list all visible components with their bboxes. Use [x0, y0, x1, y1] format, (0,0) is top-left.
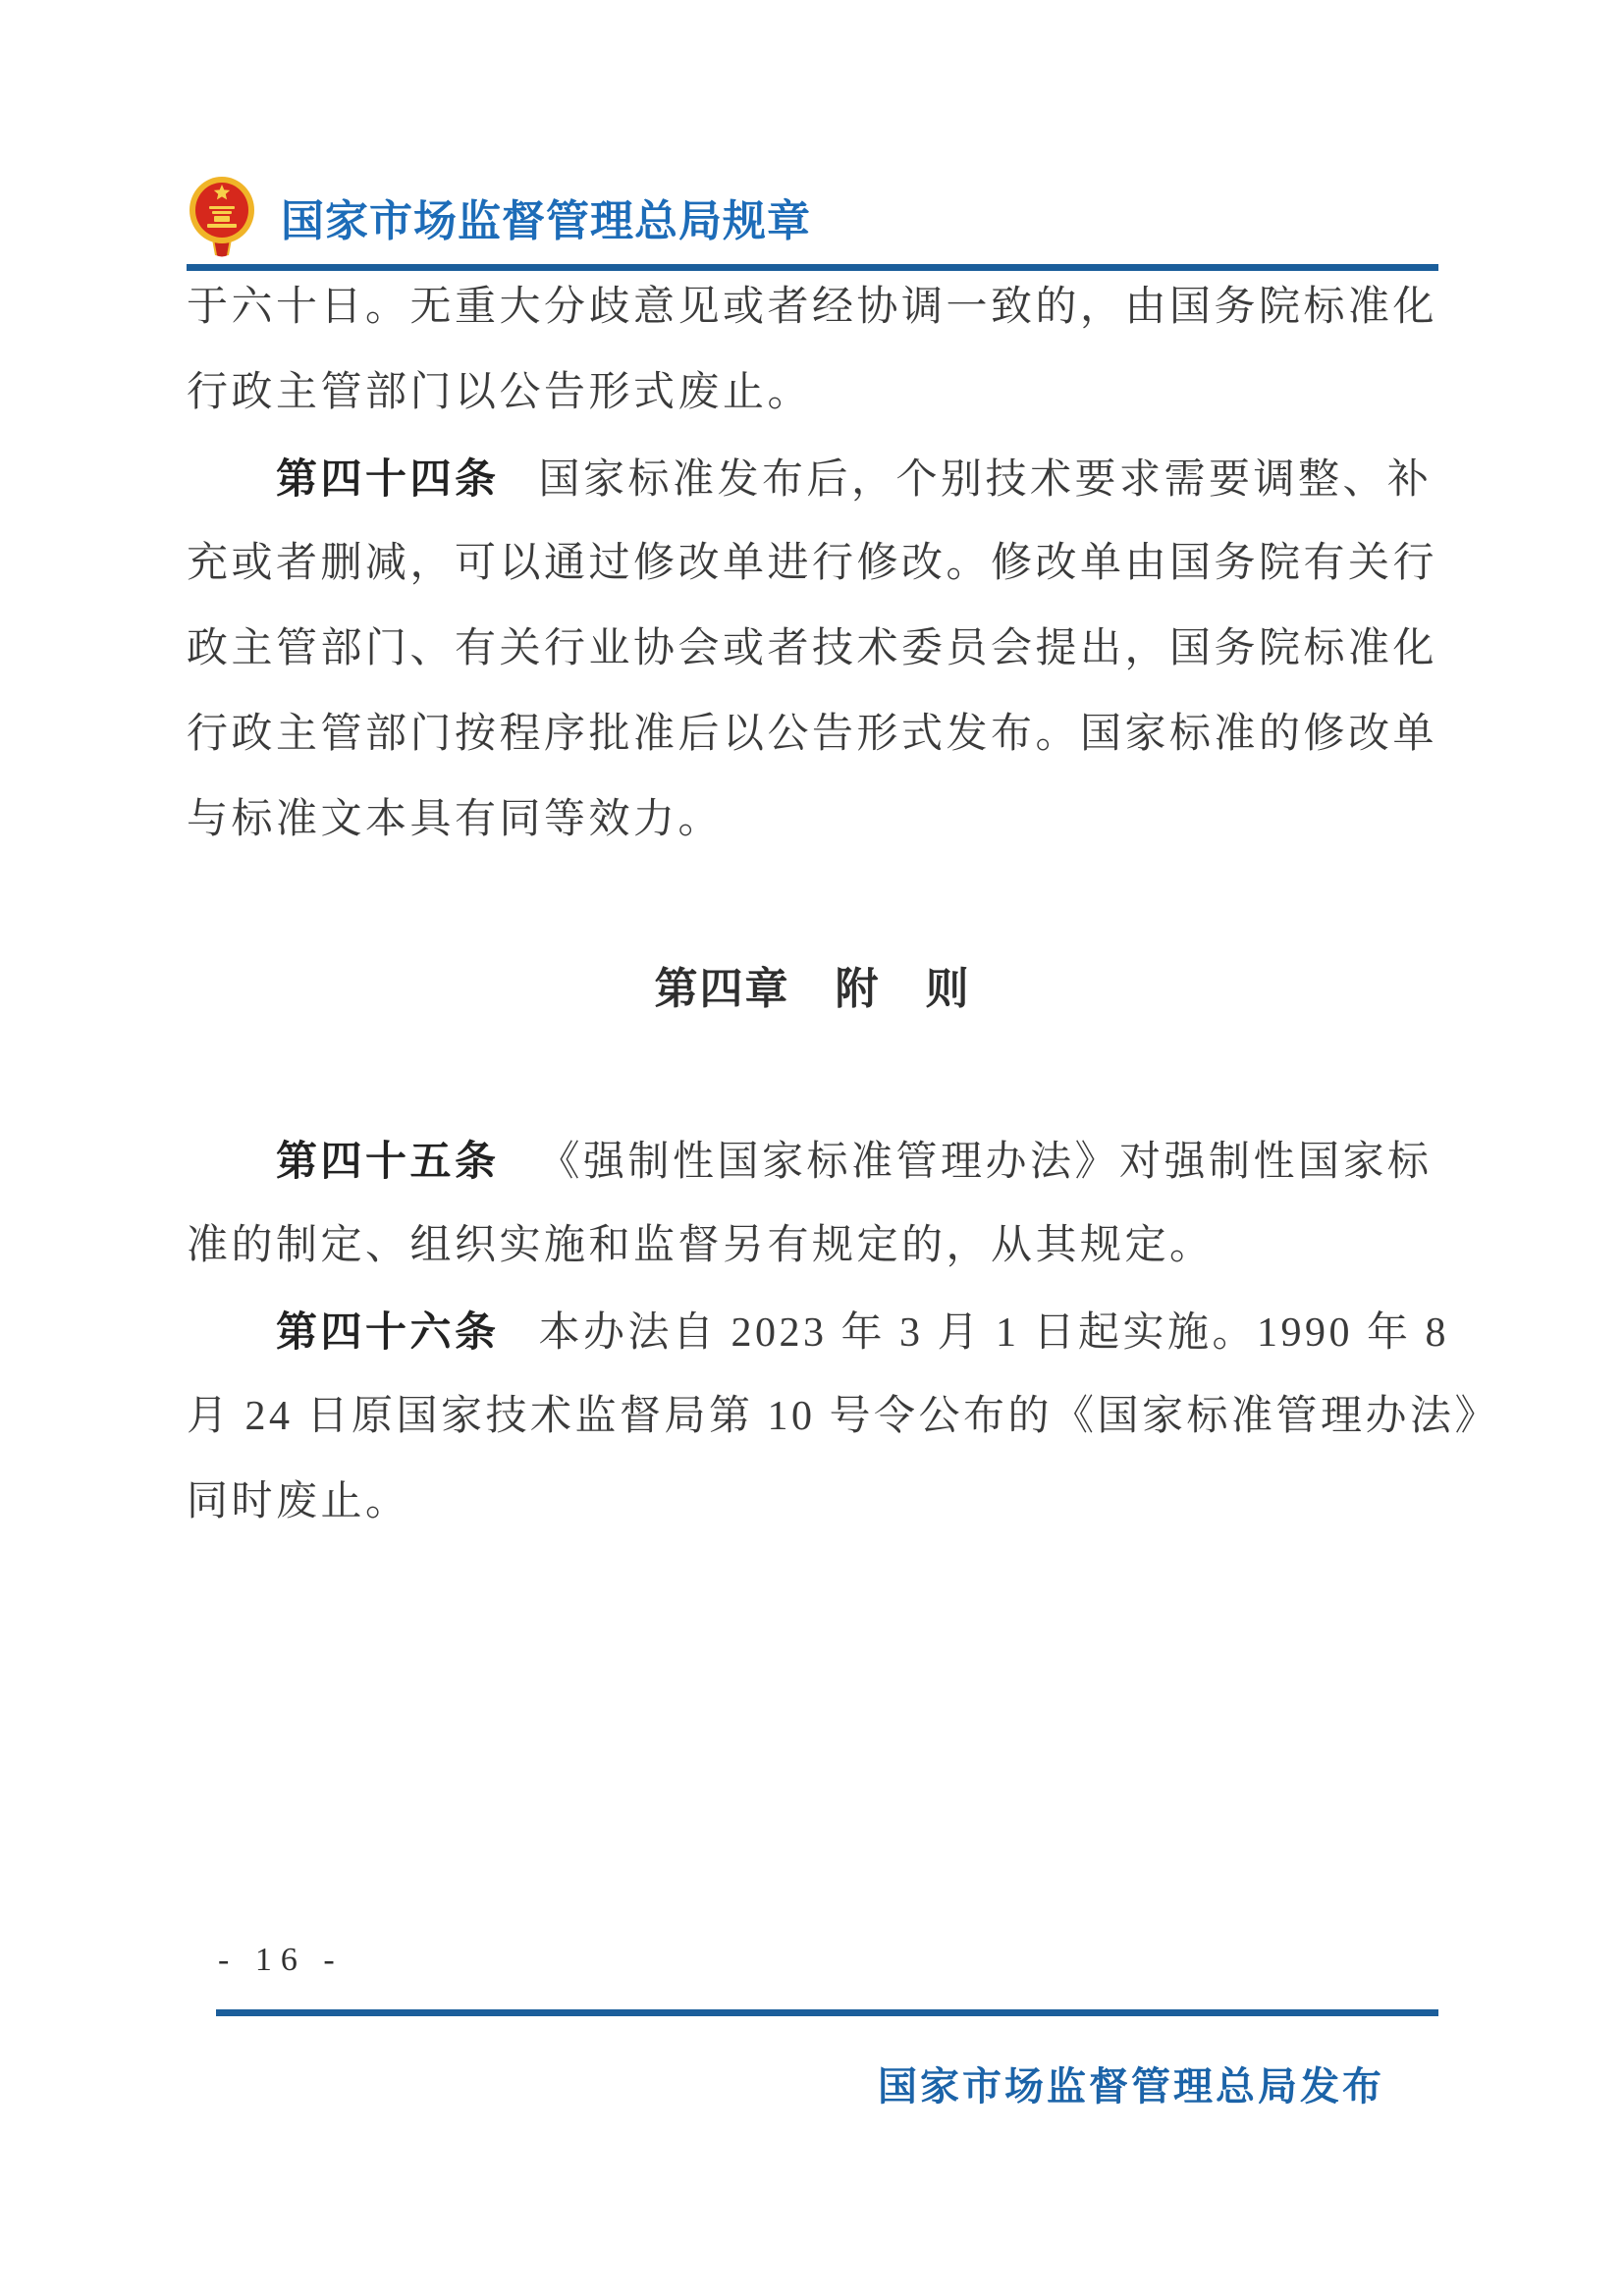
document-header [189, 177, 811, 257]
header-title: 国家市场监督管理总局规章 [281, 197, 811, 245]
article-number: 第四十六条 [276, 1308, 500, 1355]
article-number: 第四十四条 [276, 455, 500, 502]
article-number: 第四十五条 [276, 1138, 500, 1184]
body-line: 行政主管部门以公告形式废止。 [187, 370, 813, 415]
document-body [187, 265, 1500, 1545]
body-line: 第四十六条 本办法自 2023 年 3 月 1 日起实施。1990 年 8 [276, 1308, 1450, 1356]
body-line: 同时废止。 [187, 1479, 410, 1524]
body-line: 于六十日。无重大分歧意见或者经协调一致的，由国务院标准化 [187, 285, 1438, 330]
body-line: 与标准文本具有同等效力。 [187, 797, 724, 842]
footer-divider [216, 2009, 1438, 2016]
footer-publisher: 国家市场监督管理总局发布 [878, 2065, 1384, 2109]
china-national-emblem-icon [189, 177, 255, 257]
chapter-heading: 第四章 附 则 [654, 965, 971, 1013]
body-line: 行政主管部门按程序批准后以公告形式发布。国家标准的修改单 [187, 712, 1438, 757]
body-line: 充或者删减，可以通过修改单进行修改。修改单由国务院有关行 [187, 541, 1438, 586]
page-number: - 16 - [218, 1942, 344, 1978]
body-line: 第四十四条 国家标准发布后，个别技术要求需要调整、补 [276, 455, 1433, 503]
body-line: 政主管部门、有关行业协会或者技术委员会提出，国务院标准化 [187, 626, 1438, 671]
body-line: 月 24 日原国家技术监督局第 10 号令公布的《国家标准管理办法》 [187, 1394, 1500, 1439]
body-line: 第四十五条 《强制性国家标准管理办法》对强制性国家标 [276, 1138, 1433, 1185]
body-line: 准的制定、组织实施和监督另有规定的，从其规定。 [187, 1223, 1215, 1268]
